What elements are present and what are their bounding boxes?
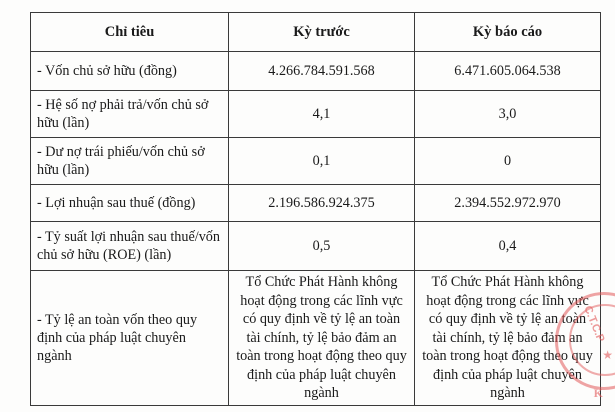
table-header-row	[31, 13, 601, 52]
header-previous-period: Kỳ trước	[229, 13, 415, 52]
row-previous-value: 0,1	[229, 138, 415, 185]
table-row	[31, 185, 601, 222]
row-label: - Dư nợ trái phiếu/vốn chủ sở hữu (lần)	[31, 138, 229, 185]
table-row	[31, 91, 601, 138]
header-indicator: Chỉ tiêu	[31, 13, 229, 52]
row-label: - Tỷ suất lợi nhuận sau thuế/vốn chủ sở hữu (ROE) (lần)	[31, 222, 229, 271]
row-report-value: 2.394.552.972.970	[415, 185, 601, 222]
row-label: - Hệ số nợ phải trả/vốn chủ sở hữu (lần)	[31, 91, 229, 138]
row-label: - Tỷ lệ an toàn vốn theo quy định của pháp luật chuyên ngành	[31, 271, 229, 406]
table-row	[31, 52, 601, 91]
table-row	[31, 271, 601, 406]
row-previous-value: 2.196.586.924.375	[229, 185, 415, 222]
header-report-period: Kỳ báo cáo	[415, 13, 601, 52]
seal-letter: K	[593, 386, 603, 400]
row-previous-value: 0,5	[229, 222, 415, 271]
financial-indicators-table	[30, 12, 601, 406]
row-report-value: 0	[415, 138, 601, 185]
row-report-value: 3,0	[415, 91, 601, 138]
row-label: - Lợi nhuận sau thuế (đồng)	[31, 185, 229, 222]
row-previous-value: 4,1	[229, 91, 415, 138]
seal-text: C.T.C.P	[581, 304, 607, 344]
row-previous-value: 4.266.784.591.568	[229, 52, 415, 91]
seal-star-icon: ★	[602, 348, 613, 362]
row-label: - Vốn chủ sở hữu (đồng)	[31, 52, 229, 91]
row-report-value: 0,4	[415, 222, 601, 271]
row-report-value: Tổ Chức Phát Hành không hoạt động trong các lĩnh vực có quy định về tỷ lệ an toàn tài chính, tỷ lệ bảo đảm an toàn trong hoạt động theo quy định của pháp luật chuyên ngành	[415, 271, 601, 406]
table-row	[31, 222, 601, 271]
table-row	[31, 138, 601, 185]
row-previous-value: Tổ Chức Phát Hành không hoạt động trong các lĩnh vực có quy định về tỷ lệ an toàn tài chính, tỷ lệ bảo đảm an toàn trong hoạt động theo quy định của pháp luật chuyên ngành	[229, 271, 415, 406]
row-report-value: 6.471.605.064.538	[415, 52, 601, 91]
